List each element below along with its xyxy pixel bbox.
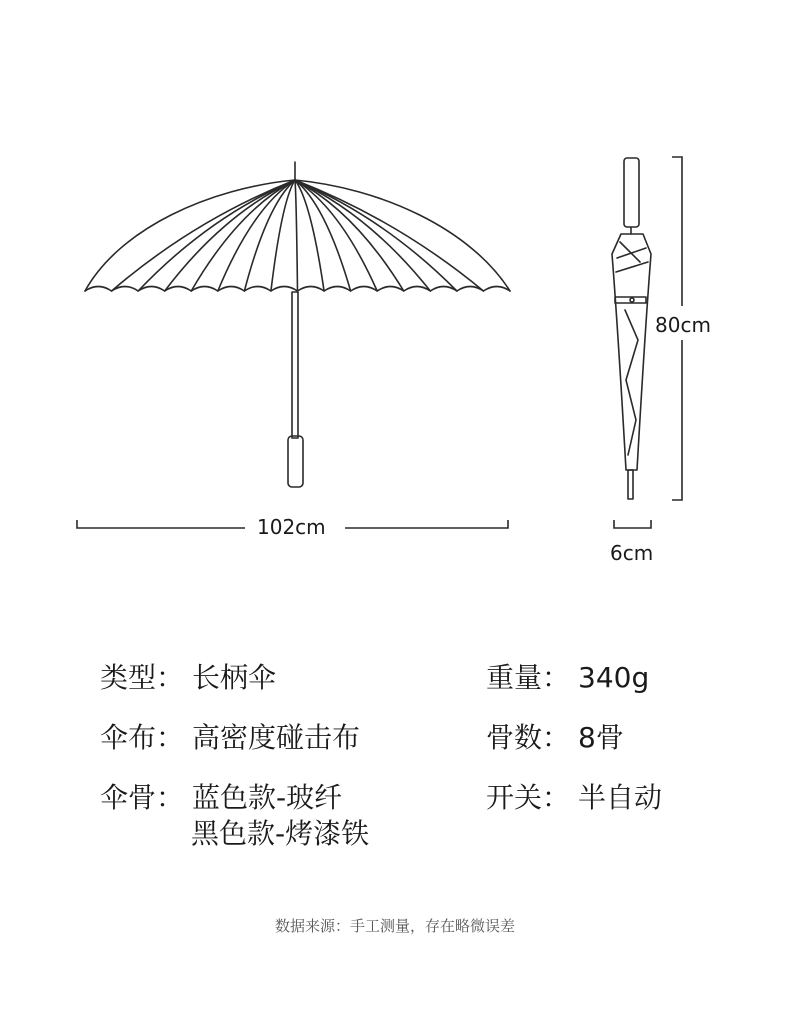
closed-handle [624,158,639,227]
closed-fold-top [616,242,648,272]
canopy-seam [112,180,295,291]
spec-rib-count-value: 8骨 [578,721,624,754]
spec-type-label: 类型： [100,661,185,694]
open-umbrella-drawing [85,162,510,487]
closed-diameter-label: 6cm [610,541,654,565]
spec-rib-count-label: 骨数： [486,721,571,754]
spec-ribs-value-line2: 黑色款-烤漆铁 [191,817,370,850]
spec-type-value: 长柄伞 [192,661,277,694]
canopy-seam [295,180,377,291]
closed-diameter-dimension [614,520,651,528]
spec-switch [486,780,662,816]
canopy-seam [295,180,298,291]
spec-weight-value: 340g [578,661,650,694]
spec-fabric-value: 高密度碰击布 [192,721,361,754]
umbrella-handle [288,436,303,487]
closed-umbrella-drawing [612,158,651,499]
spec-fabric [100,720,360,756]
closed-fold-bottom [625,310,638,455]
open-width-label: 102cm [257,515,326,539]
spec-ribs-label: 伞骨： [100,781,185,814]
spec-rib-count [486,720,624,756]
spec-weight [486,660,649,696]
spec-weight-label: 重量： [486,661,571,694]
closed-length-label: 80cm [655,313,711,337]
spec-type [100,660,276,696]
spec-ribs [100,780,369,852]
dimension-lines [77,157,682,528]
data-source-footnote: 数据来源：手工测量，存在略微误差 [274,917,515,935]
closed-tip [628,470,633,499]
closed-canopy [612,234,651,470]
spec-ribs-value-line1: 蓝色款-玻纤 [192,781,343,814]
spec-switch-label: 开关： [486,781,571,814]
spec-switch-value: 半自动 [578,781,663,814]
umbrella-shaft [292,292,298,438]
spec-fabric-label: 伞布： [100,721,185,754]
canopy-seam [295,180,404,291]
closed-strap-button [630,298,634,302]
